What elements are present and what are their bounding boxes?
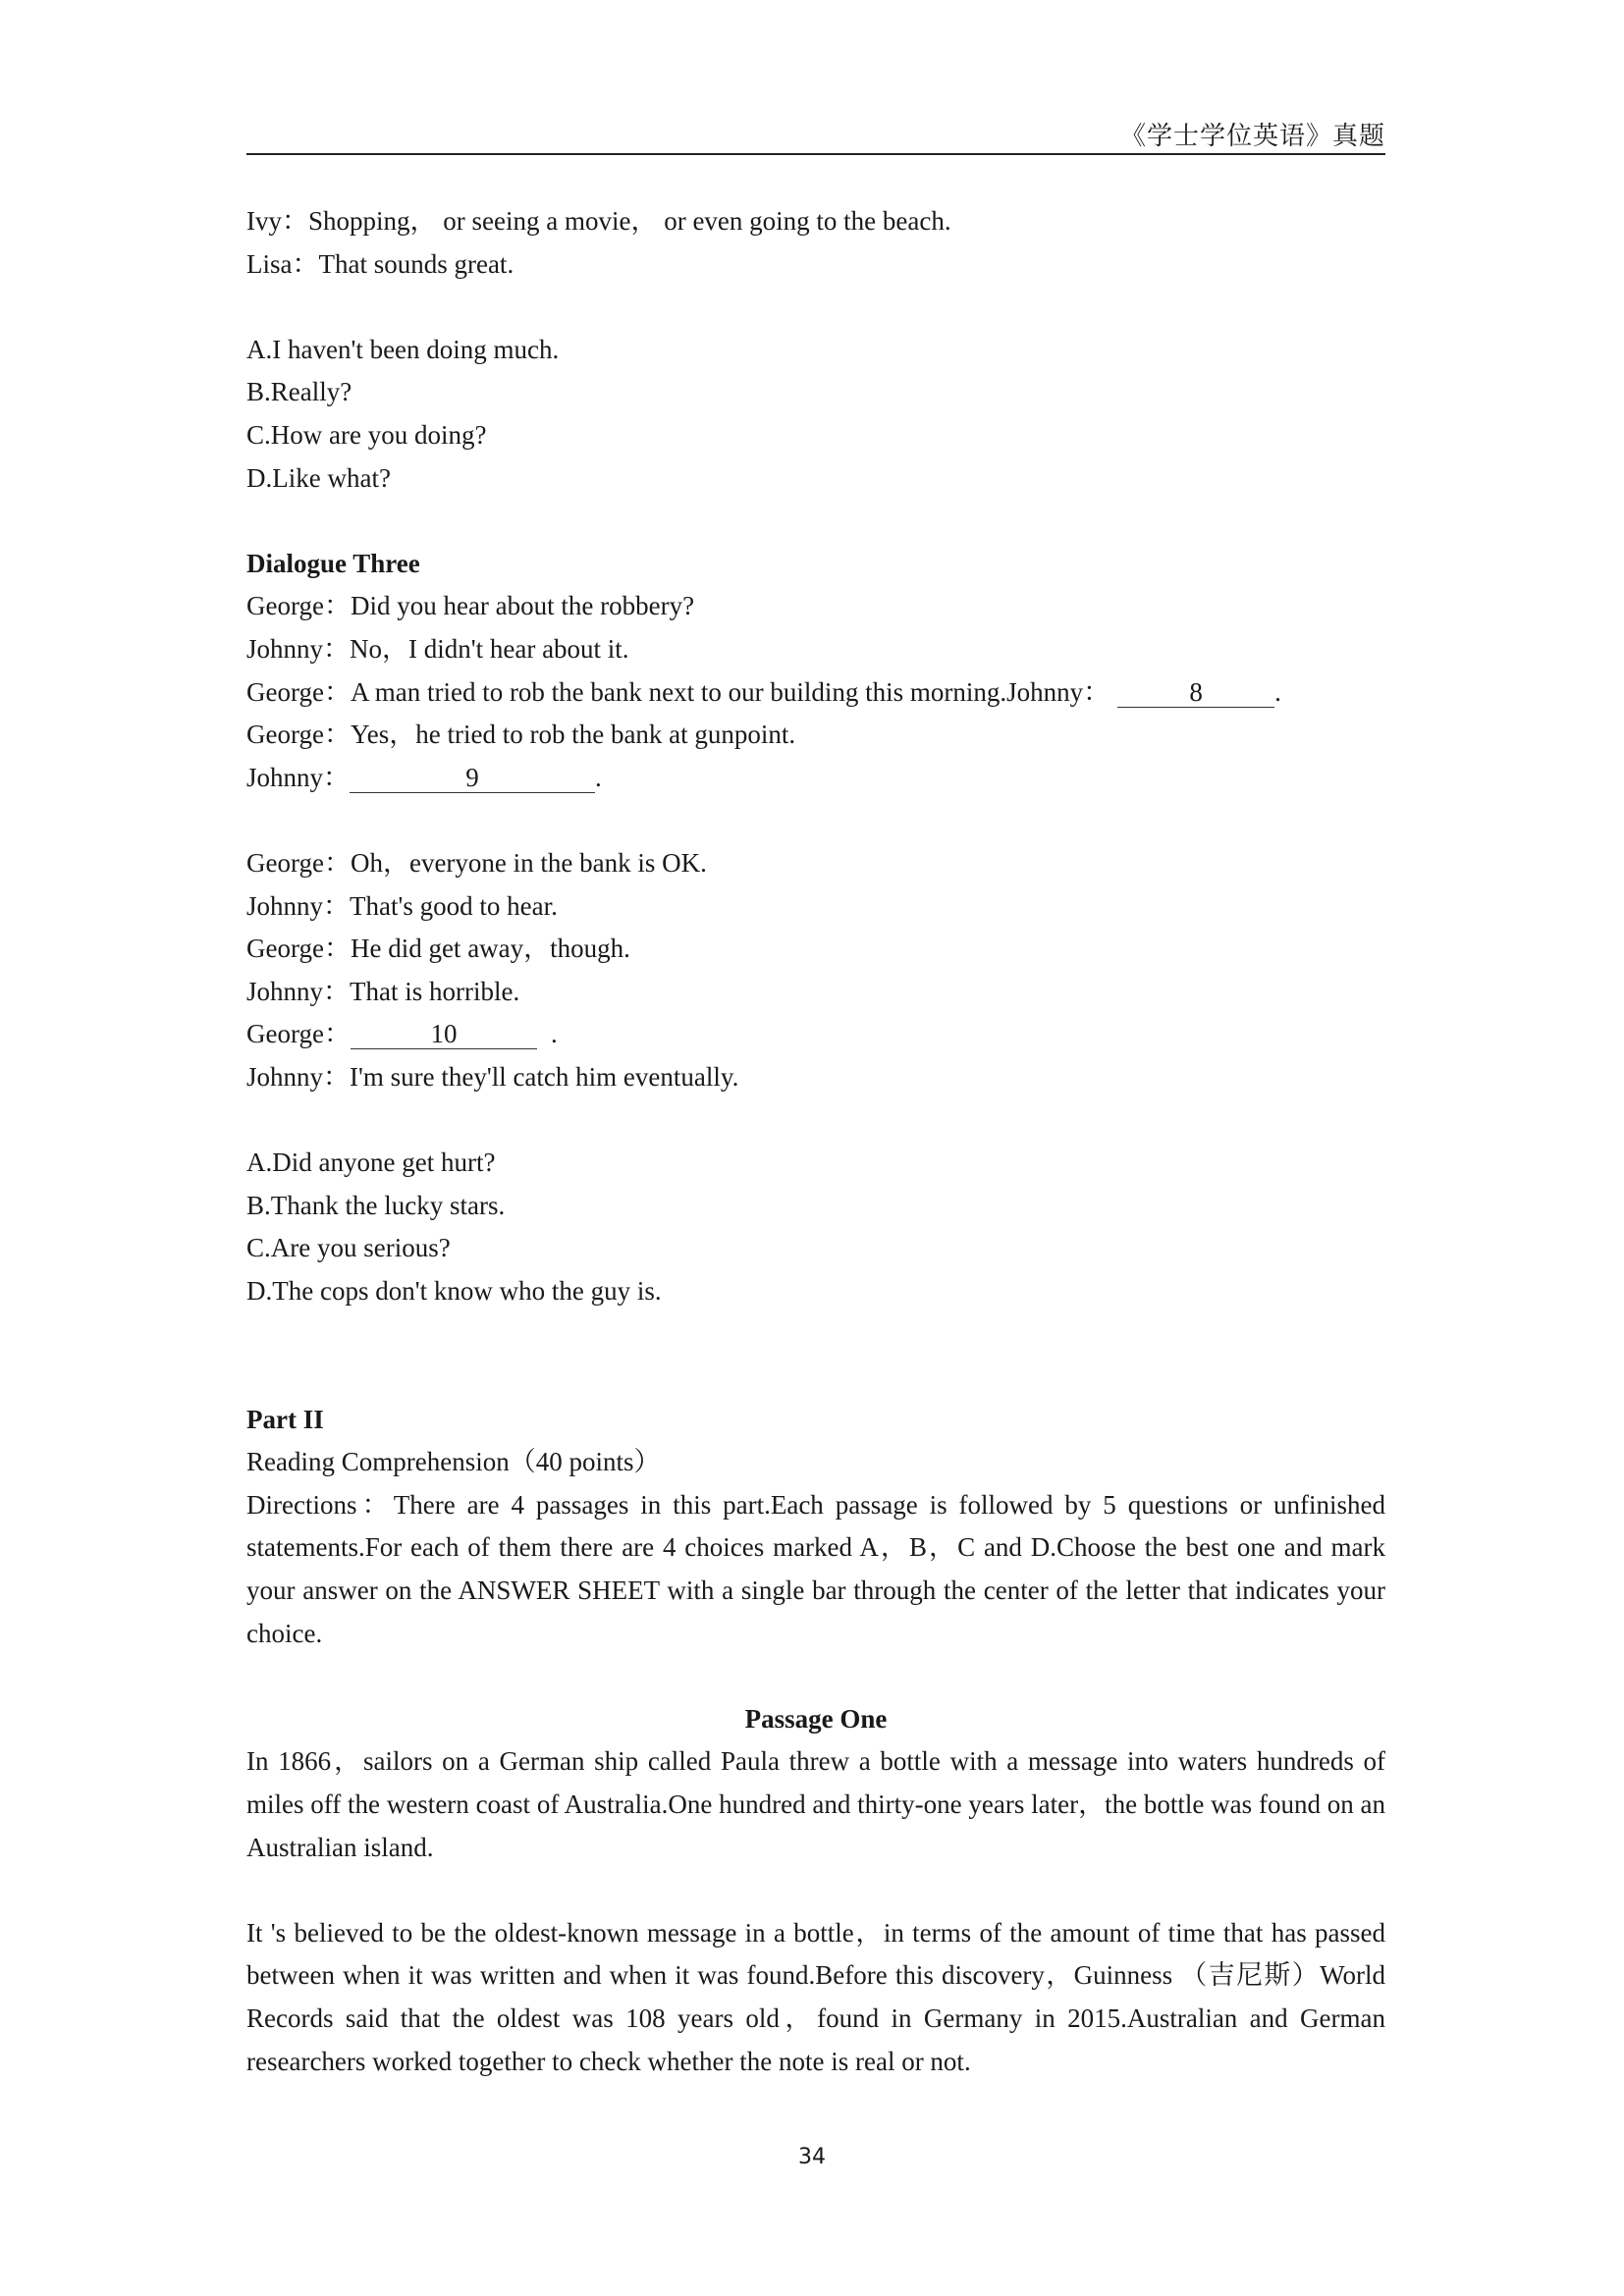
speaker-label: Johnny：: [246, 762, 351, 792]
option-item: A.I haven't been doing much.: [246, 334, 560, 364]
page-content: [246, 200, 1385, 2083]
answer-blank-9: 9: [350, 763, 595, 793]
line-end: .: [1274, 676, 1281, 707]
header-title: 《学士学位英语》真题: [1119, 122, 1385, 150]
answer-blank-10: 10: [351, 1019, 537, 1049]
dialogue-line: Ivy：Shopping， or seeing a movie， or even going to the beach.: [246, 206, 951, 236]
answer-blank-8: 8: [1117, 677, 1274, 708]
dialogue-line: [246, 671, 1385, 715]
dialogue-text: George：A man tried to rob the bank next to our building this morning.Johnny：: [246, 676, 1110, 707]
passage-paragraph: It 's believed to be the oldest-known message in a bottle，in terms of the amount of time that has passed between when it was written and when it was found.Before this discovery，Guinness （吉尼斯）World Records said that the oldest was 108 years old，found in Germany in 2015.Australian and German researchers worked together to check whether the note is real or not.: [246, 1917, 1385, 2076]
passage-paragraph: In 1866，sailors on a German ship called Paula threw a bottle with a message into waters hundreds of miles off the western coast of Australia.One hundred and thirty-one years later，the bottle was found on an Australian island.: [246, 1746, 1385, 1862]
dialogue-line: [246, 757, 1385, 800]
option-item: D.The cops don't know who the guy is.: [246, 1275, 662, 1306]
option-item: C.How are you doing?: [246, 419, 487, 450]
option-item: A.Did anyone get hurt?: [246, 1148, 496, 1178]
part-title: Part II: [246, 1404, 324, 1434]
line-end: .: [595, 762, 602, 792]
section-title: Dialogue Three: [246, 548, 420, 578]
dialogue-line: Johnny：No，I didn't hear about it.: [246, 633, 629, 664]
dialogue-line: [246, 1013, 1385, 1056]
option-item: B.Really?: [246, 377, 352, 407]
option-item: D.Like what?: [246, 462, 391, 493]
page-header: [246, 114, 1385, 155]
dialogue-line: Johnny：I'm sure they'll catch him eventually.: [246, 1061, 739, 1092]
dialogue-line: George：Did you hear about the robbery?: [246, 591, 695, 621]
line-end: .: [550, 1019, 558, 1049]
option-item: B.Thank the lucky stars.: [246, 1190, 506, 1220]
dialogue-line: Johnny：That is horrible.: [246, 976, 520, 1006]
dialogue-line: George：Yes，he tried to rob the bank at gunpoint.: [246, 720, 796, 750]
dialogue-line: Lisa：That sounds great.: [246, 248, 514, 279]
dialogue-line: George：Oh，everyone in the bank is OK.: [246, 847, 707, 878]
speaker-label: George：: [246, 1019, 351, 1049]
page-number: 34: [798, 2145, 826, 2169]
dialogue-line: Johnny：That's good to hear.: [246, 890, 558, 921]
option-item: C.Are you serious?: [246, 1233, 451, 1263]
passage-title: Passage One: [744, 1703, 888, 1734]
dialogue-line: George：He did get away，though.: [246, 934, 630, 964]
directions-paragraph: Directions：There are 4 passages in this part.Each passage is followed by 5 questions or unfinished statements.For each of them there are 4 choices marked A，B，C and D.Choose the best one and mark your answer on the ANSWER SHEET with a single bar through the center of the letter that indicates your choice.: [246, 1489, 1385, 1648]
part-subtitle: Reading Comprehension（40 points）: [246, 1447, 661, 1477]
